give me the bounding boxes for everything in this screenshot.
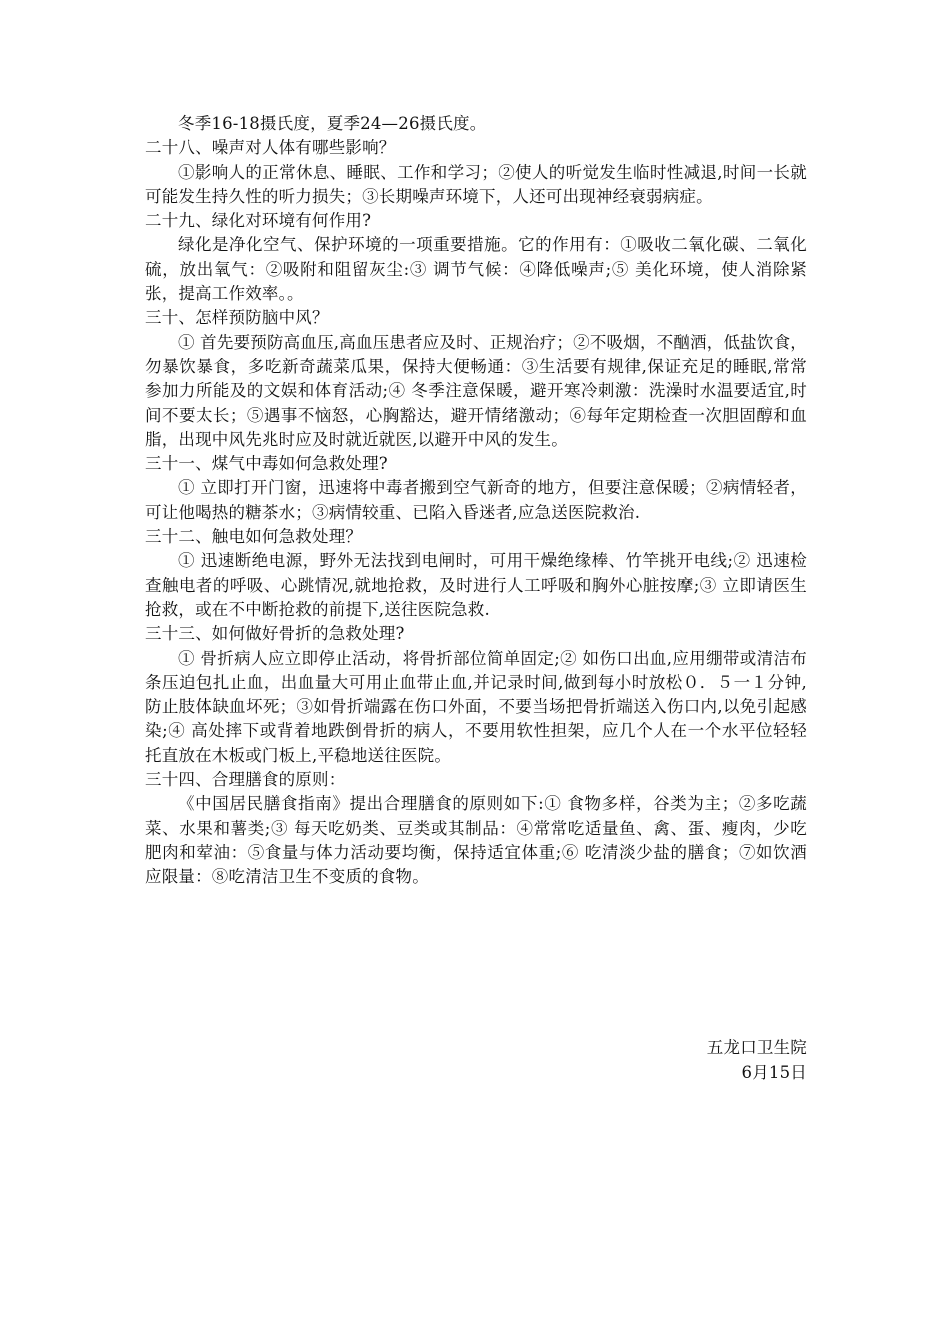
section-body-31: ① 立即打开门窗，迅速将中毒者搬到空气新奇的地方，但要注意保暖；②病情轻者，可让他喝热的糖茶水；③病情较重、已陷入昏迷者,应急送医院救治. <box>145 478 807 522</box>
section-heading-28: 二十八、噪声对人体有哪些影响？ <box>145 138 396 158</box>
section-heading-29: 二十九、绿化对环境有何作用? <box>145 211 372 231</box>
signature-block <box>707 1036 807 1085</box>
section-body-29: 绿化是净化空气、保护环境的一项重要措施。它的作用有：①吸收二氧化碳、二氧化硫，放出氧气：②吸附和阻留灰尘:③ 调节气候：④降低噪声;⑤ 美化环境，使人消除紧张，提高工作效率。。 <box>145 235 807 304</box>
section-heading-33: 三十三、如何做好骨折的急救处理? <box>145 624 405 644</box>
section-body-33: ① 骨折病人应立即停止活动，将骨折部位简单固定;② 如伤口出血,应用绷带或清洁布条压迫包扎止血，出血量大可用止血带止血,并记录时间,做到每小时放松０．５一１分钟,防止肢体缺血坏死；③如骨折端露在伤口外面，不要当场把骨折端送入伤口内,以免引起感染;④ 高处摔下或背着地跌倒骨折的病人，不要用软性担架，应几个人在一个水平位轻轻托直放在木板或门板上,平稳地送往医院。 <box>145 648 807 765</box>
section-body-30: ① 首先要预防高血压,高血压患者应及时、正规治疗；②不吸烟，不酗酒，低盐饮食，勿暴饮暴食，多吃新奇蔬菜瓜果，保持大便畅通：③生活要有规律,保证充足的睡眠,常常参加力所能及的文娱和体育活动;④ 冬季注意保暖，避开寒冷刺激：洗澡时水温要适宜,时间不要太长；⑤遇事不恼怒，心胸豁达，避开情绪激动；⑥每年定期检查一次胆固醇和血脂，出现中风先兆时应及时就近就医,以避开中风的发生。 <box>145 332 807 449</box>
section-heading-34: 三十四、合理膳食的原则： <box>145 770 346 790</box>
section-heading-30: 三十、怎样预防脑中风？ <box>145 308 329 328</box>
signature-date: 6月15日 <box>741 1062 807 1082</box>
intro-paragraph: 冬季16-18摄氏度，夏季24—26摄氏度。 <box>178 114 487 133</box>
section-body-28: ①影响人的正常休息、睡眠、工作和学习；②使人的听觉发生临时性减退,时间一长就可能发生持久性的听力损失；③长期噪声环境下，人还可出现神经衰弱病症。 <box>145 162 807 206</box>
document-body <box>145 112 807 890</box>
section-body-34: 《中国居民膳食指南》提出合理膳食的原则如下:① 食物多样，谷类为主；②多吃蔬菜、水果和薯类;③ 每天吃奶类、豆类或其制品：④常常吃适量鱼、禽、蛋、瘦肉，少吃肥肉和荤油：⑤食量与体力活动要均衡，保持适宜体重;⑥ 吃清淡少盐的膳食；⑦如饮酒应限量：⑧吃清洁卫生不变质的食物。 <box>145 794 807 887</box>
section-heading-32: 三十二、触电如何急救处理？ <box>145 527 363 547</box>
section-heading-31: 三十一、煤气中毒如何急救处理? <box>145 454 388 474</box>
section-body-32: ① 迅速断绝电源，野外无法找到电闸时，可用干燥绝缘棒、竹竿挑开电线;② 迅速检查触电者的呼吸、心跳情况,就地抢救，及时进行人工呼吸和胸外心脏按摩;③ 立即请医生抢救，或在不中断抢救的前提下,送往医院急救. <box>145 551 807 619</box>
signature-org: 五龙口卫生院 <box>706 1038 807 1057</box>
